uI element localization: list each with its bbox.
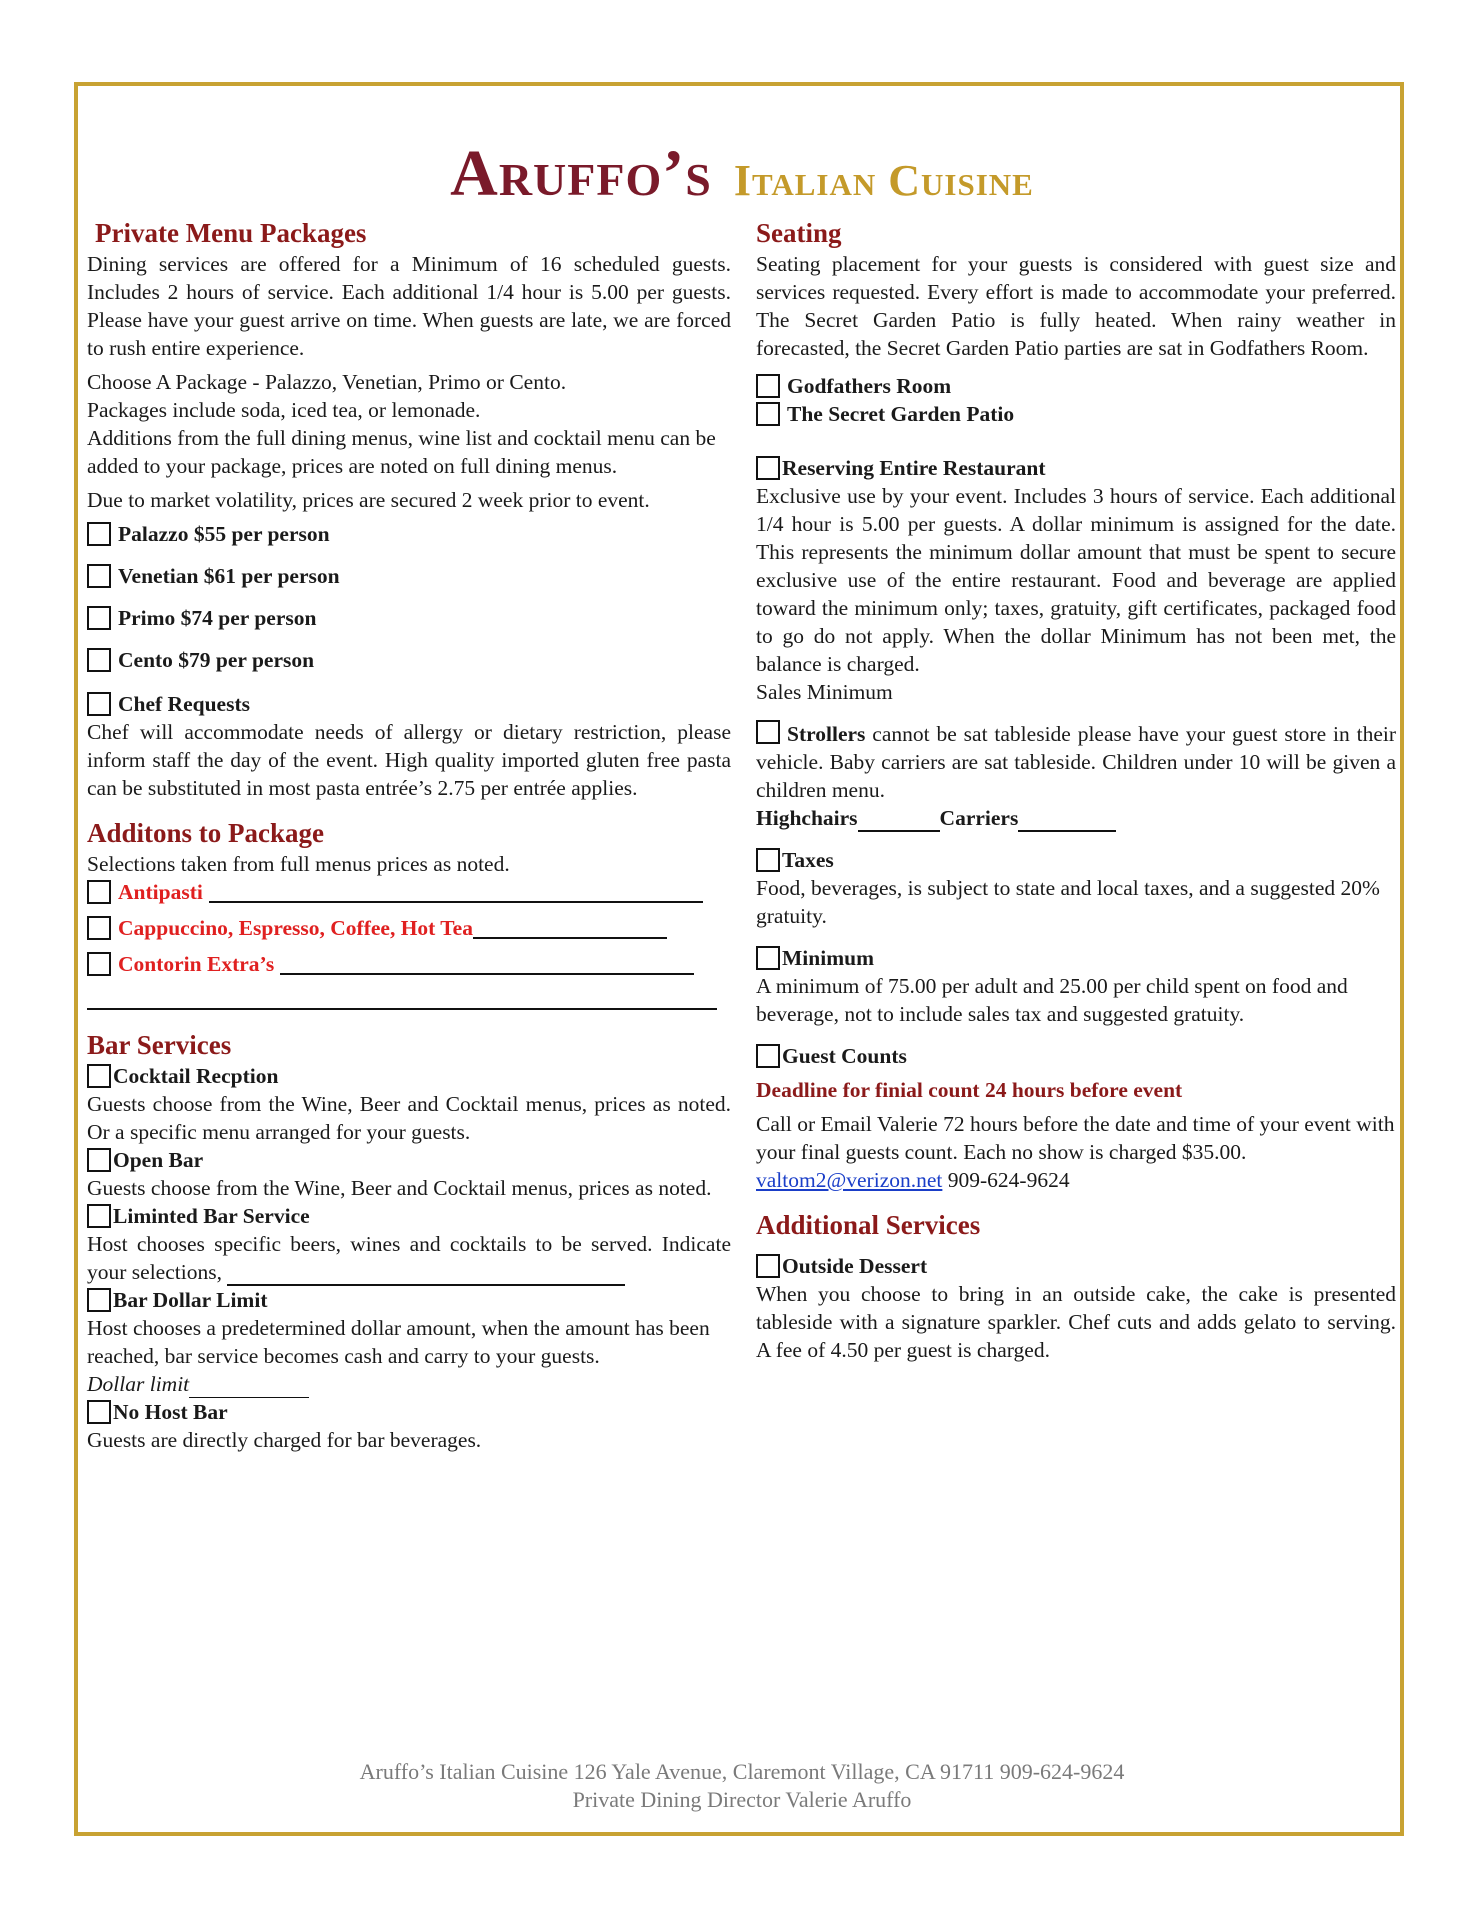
write-in-line[interactable] [473, 917, 667, 939]
checkbox[interactable] [756, 402, 780, 426]
addition-label: Cappuccino, Espresso, Coffee, Hot Tea [118, 916, 473, 940]
phone-number: 909-624-9624 [942, 1168, 1070, 1192]
package-option-venetian[interactable] [87, 562, 731, 590]
selections-write-in-line[interactable] [227, 1264, 625, 1286]
checkbox[interactable] [87, 880, 111, 904]
additions-note-text: Additions from the full dining menus, wine list and cocktail menu can be added to your package, prices are noted on full dining menus. [87, 426, 716, 478]
checkbox[interactable] [87, 952, 111, 976]
right-column [756, 216, 1396, 1364]
bar-limited-text [87, 1230, 731, 1286]
checkbox[interactable] [87, 916, 111, 940]
minimum-label: Minimum [782, 946, 874, 970]
packages-include-text: Packages include soda, iced tea, or lemonade. [87, 398, 481, 422]
checkbox[interactable] [87, 564, 111, 588]
bar-services-heading: Bar Services [87, 1030, 232, 1060]
room-secret-garden[interactable] [756, 400, 1396, 428]
package-label: Primo $74 per person [118, 606, 317, 630]
brand-name: Aruffo’s [450, 137, 712, 210]
checkbox[interactable] [756, 946, 780, 970]
checkbox[interactable] [756, 374, 780, 398]
email-link[interactable]: valtom2@verizon.net [756, 1168, 943, 1192]
checkbox[interactable] [756, 720, 780, 744]
checkbox[interactable] [756, 1254, 780, 1278]
addition-contorni[interactable] [87, 950, 731, 978]
page-title [0, 136, 1484, 212]
strollers-label: Strollers [787, 722, 866, 746]
package-label: Venetian $61 per person [118, 564, 340, 588]
bar-dollar-limit-text: Host chooses a predetermined dollar amount, when the amount has been reached, bar service becomes cash and carry to your guests. [87, 1316, 710, 1368]
guest-counts-label: Guest Counts [782, 1044, 907, 1068]
carriers-line[interactable] [1018, 810, 1116, 832]
checkbox[interactable] [87, 1064, 111, 1088]
package-label: Palazzo $55 per person [118, 522, 330, 546]
bar-limited-desc: Host chooses specific beers, wines and cocktails to be served. Indicate your selections, [87, 1232, 731, 1284]
bar-dollar-limit-option[interactable] [87, 1286, 731, 1314]
write-in-line[interactable] [87, 988, 717, 1010]
dollar-limit-field [87, 1370, 731, 1398]
bar-option-label: No Host Bar [113, 1400, 228, 1424]
highchairs-line[interactable] [858, 810, 940, 832]
guest-counts-desc: Call or Email Valerie 72 hours before the date and time of your event with your final guests count. Each no show is charged $35.00. [756, 1112, 1395, 1164]
carriers-label: Carriers [939, 806, 1019, 830]
reserving-text: Exclusive use by your event. Includes 3 hours of service. Each additional 1/4 hour is 5.00 per guests. A dollar minimum is assigned for the date. This represents the minimum dollar amount that must be spent to secure exclusive use of the entire restaurant. Food and beverage are applied toward the minimum only; taxes, gratuity, gift certificates, packaged food to go do not apply. When the dollar Minimum has not been met, the balance is charged. [756, 484, 1396, 676]
package-label: Cento $79 per person [118, 648, 315, 672]
chef-requests-text: Chef will accommodate needs of allergy or dietary restriction, please inform staff the day of the event. High quality imported gluten free pasta can be substituted in most pasta entrée’s 2.75 per entrée applies. [87, 720, 731, 800]
private-menu-intro: Dining services are offered for a Minimum of 16 scheduled guests. Includes 2 hours of service. Each additional 1/4 hour is 5.00 per guests. Please have your guest arrive on time. When guests are late, we are forced to rush entire experience. [87, 252, 731, 360]
write-in-line[interactable] [280, 953, 694, 975]
guest-count-deadline: Deadline for finial count 24 hours before event [756, 1078, 1183, 1102]
sales-minimum-label: Sales Minimum [756, 680, 893, 704]
choose-package-text: Choose A Package - Palazzo, Venetian, Primo or Cento. [87, 370, 567, 394]
checkbox[interactable] [756, 1044, 780, 1068]
taxes-text: Food, beverages, is subject to state and local taxes, and a suggested 20% gratuity. [756, 876, 1380, 928]
strollers-text [756, 720, 1396, 804]
bar-cocktail-option[interactable] [87, 1062, 731, 1090]
additions-note: Selections taken from full menus prices as noted. [87, 852, 510, 876]
checkbox[interactable] [87, 1288, 111, 1312]
reserving-label: Reserving Entire Restaurant [782, 456, 1046, 480]
outside-dessert-text: When you choose to bring in an outside cake, the cake is presented tableside with a signature sparkler. Chef cuts and adds gelato to serving. A fee of 4.50 per guest is charged. [756, 1282, 1396, 1362]
footer-address: Aruffo’s Italian Cuisine 126 Yale Avenue, Claremont Village, CA 91711 909-624-9624 [359, 1759, 1125, 1784]
bar-option-label: Liminted Bar Service [113, 1204, 310, 1228]
package-option-primo[interactable] [87, 604, 731, 632]
guest-counts-text [756, 1110, 1396, 1194]
room-godfathers[interactable] [756, 372, 1396, 400]
checkbox[interactable] [87, 692, 111, 716]
highchairs-carriers-field [756, 804, 1396, 832]
checkbox[interactable] [87, 522, 111, 546]
addition-label: Antipasti [118, 880, 203, 904]
seating-text: Seating placement for your guests is considered with guest size and services requested. Every effort is made to accommodate your preferred. The Secret Garden Patio is fully heated. When rainy weather in forecasted, the Secret Garden Patio parties are sat in Godfathers Room. [756, 252, 1396, 360]
bar-limited-option[interactable] [87, 1202, 731, 1230]
package-option-palazzo[interactable] [87, 520, 731, 548]
bar-cocktail-text: Guests choose from the Wine, Beer and Cocktail menus, prices as noted. Or a specific menu arranged for your guests. [87, 1092, 731, 1144]
checkbox[interactable] [87, 648, 111, 672]
guest-counts-option[interactable] [756, 1042, 1396, 1070]
outside-dessert-option[interactable] [756, 1252, 1396, 1280]
addition-antipasti[interactable] [87, 878, 731, 906]
chef-requests-label: Chef Requests [118, 692, 250, 716]
additional-services-heading: Additional Services [756, 1210, 981, 1240]
chef-requests-option[interactable] [87, 690, 731, 718]
bar-no-host-option[interactable] [87, 1398, 731, 1426]
addition-label: Contorin Extra’s [118, 952, 275, 976]
highchairs-label: Highchairs [756, 806, 858, 830]
checkbox[interactable] [87, 606, 111, 630]
checkbox[interactable] [756, 848, 780, 872]
taxes-label: Taxes [782, 848, 834, 872]
private-menu-heading: Private Menu Packages [95, 218, 367, 248]
checkbox[interactable] [87, 1400, 111, 1424]
write-in-line[interactable] [209, 881, 703, 903]
brand-subtitle: Italian Cuisine [733, 156, 1034, 205]
market-volatility-text: Due to market volatility, prices are secured 2 week prior to event. [87, 488, 650, 512]
reserving-restaurant-option[interactable] [756, 454, 1396, 482]
seating-heading: Seating [756, 218, 842, 248]
checkbox[interactable] [87, 1148, 111, 1172]
dollar-limit-label: Dollar limit [87, 1372, 190, 1396]
outside-dessert-label: Outside Dessert [782, 1254, 928, 1278]
left-column [87, 216, 731, 1454]
minimum-text: A minimum of 75.00 per adult and 25.00 per child spent on food and beverage, not to include sales tax and suggested gratuity. [756, 974, 1348, 1026]
bar-option-label: Open Bar [113, 1148, 204, 1172]
package-option-cento[interactable] [87, 646, 731, 674]
bar-option-label: Cocktail Recption [113, 1064, 279, 1088]
additions-heading: Additons to Package [87, 818, 325, 848]
footer-director: Private Dining Director Valerie Aruffo [572, 1787, 912, 1812]
checkbox[interactable] [87, 1204, 111, 1228]
bar-no-host-text: Guests are directly charged for bar beverages. [87, 1428, 482, 1452]
checkbox[interactable] [756, 456, 780, 480]
minimum-option[interactable] [756, 944, 1396, 972]
bar-option-label: Bar Dollar Limit [113, 1288, 268, 1312]
room-label: The Secret Garden Patio [787, 402, 1015, 426]
addition-coffee[interactable] [87, 914, 731, 942]
bar-open-option[interactable] [87, 1146, 731, 1174]
taxes-option[interactable] [756, 846, 1396, 874]
strollers-desc: cannot be sat tableside please have your guest store in their vehicle. Baby carriers are sat tableside. Children under 10 will be given a children menu. [756, 722, 1396, 802]
dollar-limit-line[interactable] [189, 1377, 309, 1398]
room-label: Godfathers Room [787, 374, 952, 398]
bar-open-text: Guests choose from the Wine, Beer and Cocktail menus, prices as noted. [87, 1176, 712, 1200]
